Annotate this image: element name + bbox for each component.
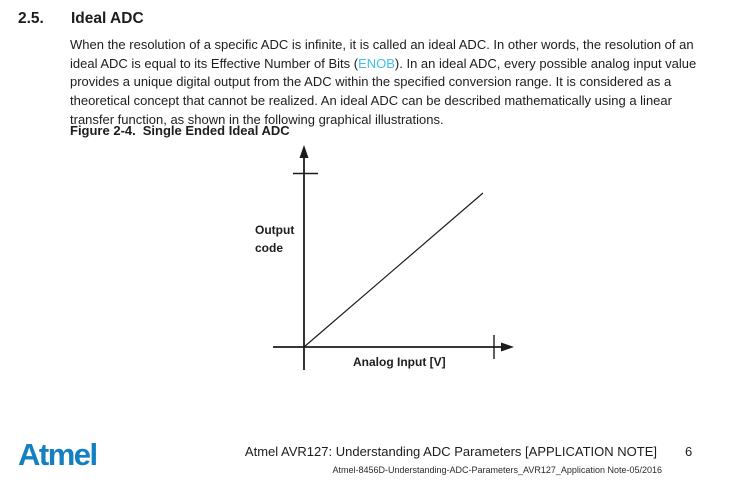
x-axis-arrow xyxy=(501,343,514,352)
paragraph-text-after-link: ). In an ideal ADC, every possible analog input value provides a unique digital output from the ADC within the specified conversion range. It is considered as a theoretical concept that cannot be realized. An ideal ADC can be described mathematically using a linear transfer function, as shown in the following graphical illustrations. xyxy=(70,55,697,127)
x-axis-label: Analog Input [V] xyxy=(353,355,446,369)
transfer-function-line xyxy=(304,193,483,347)
atmel-logo: Atmel xyxy=(18,437,97,472)
figure-caption-title: Single Ended Ideal ADC xyxy=(142,123,290,138)
y-axis-arrow xyxy=(300,145,309,158)
footer-document-title: Atmel AVR127: Understanding ADC Parameters [APPLICATION NOTE] xyxy=(244,444,657,459)
figure-caption-label: Figure 2-4. xyxy=(70,123,136,138)
y-axis-label-line2: code xyxy=(255,241,284,255)
body-paragraph xyxy=(70,36,718,130)
ideal-adc-figure xyxy=(240,140,540,390)
y-axis-label xyxy=(255,221,294,257)
y-axis-label-line1: Output xyxy=(255,223,295,237)
page-number: 6 xyxy=(685,444,693,459)
enob-link[interactable]: ENOB xyxy=(358,55,395,71)
paragraph-text-before-link: When the resolution of a specific ADC is infinite, it is called an ideal ADC. In other words, the resolution of an ideal ADC is equal to its Effective Number of Bits ( xyxy=(70,37,694,71)
section-title: Ideal ADC xyxy=(71,10,144,27)
section-number: 2.5. xyxy=(18,10,44,27)
figure-caption xyxy=(70,123,290,138)
ideal-adc-graph xyxy=(240,140,540,390)
footer-document-id: Atmel-8456D-Understanding-ADC-Parameters_AVR127_Application Note-05/2016 xyxy=(332,465,662,475)
